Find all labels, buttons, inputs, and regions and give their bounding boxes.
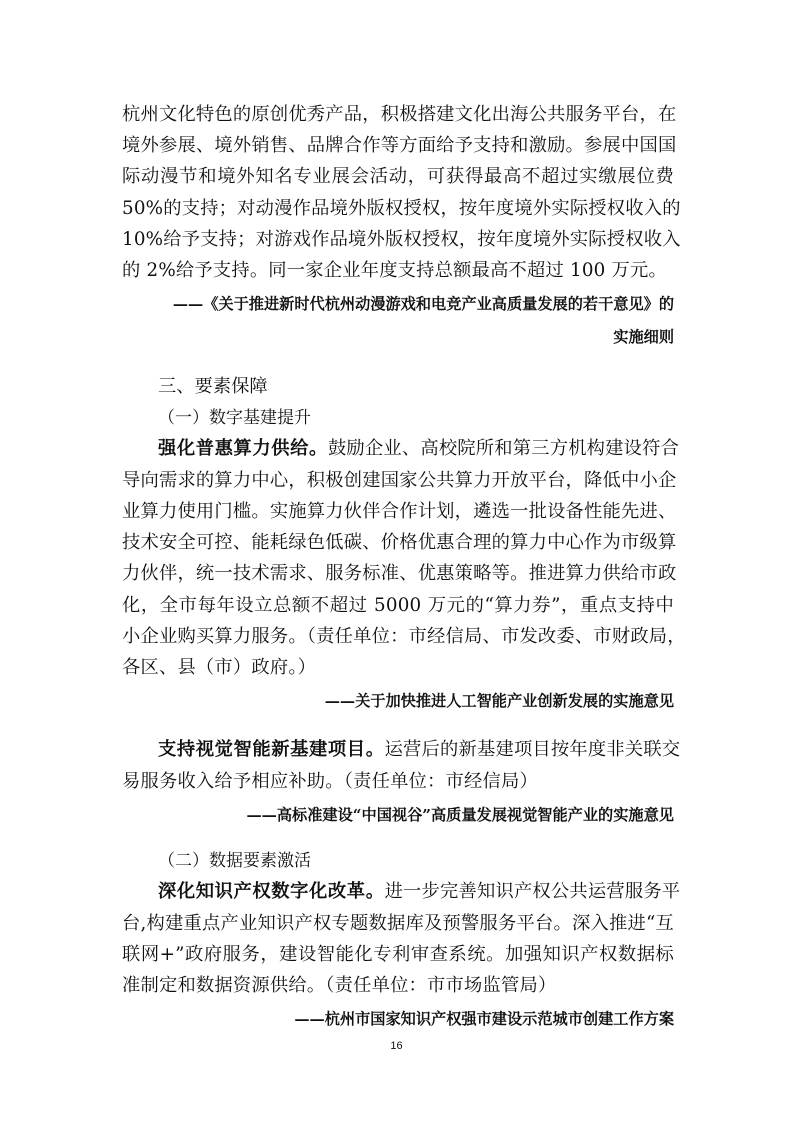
- item-text: 进一步完善知识产权公共运营服务平: [384, 881, 681, 902]
- source-citation: ——关于加快推进人工智能产业创新发展的实施意见: [324, 692, 674, 710]
- paragraph-line: 的 2%给予支持。同一家企业年度支持总额最高不超过 100 万元。: [122, 260, 667, 281]
- subsection-heading: （一）数字基建提升: [158, 408, 311, 428]
- paragraph-line: 力伙伴，统一技术需求、服务标准、优惠策略等。推进算力供给市政: [122, 563, 677, 584]
- paragraph-line: 境外参展、境外销售、品牌合作等方面给予支持和激励。参展中国国: [122, 135, 677, 156]
- source-citation: ——《关于推进新时代杭州动漫游戏和电竞产业高质量发展的若干意见》的: [172, 295, 674, 313]
- item-lead: 强化普惠算力供给。: [158, 438, 328, 459]
- paragraph-line: 杭州文化特色的原创优秀产品，积极搭建文化出海公共服务平台，在: [122, 104, 677, 125]
- paragraph-first-line: [158, 877, 681, 907]
- paragraph-line: 50%的支持；对动漫作品境外版权授权，按年度境外实际授权收入的: [122, 198, 681, 219]
- item-text: 鼓励企业、高校院所和第三方机构建设符合: [327, 438, 680, 459]
- paragraph-line: 各区、县（市）政府。）: [122, 657, 317, 678]
- paragraph-line: 小企业购买算力服务。（责任单位：市经信局、市发改委、市财政局，: [122, 626, 686, 647]
- source-citation: ——杭州市国家知识产权强市建设示范城市创建工作方案: [294, 1010, 674, 1028]
- subsection-heading: （二）数据要素激活: [158, 851, 311, 871]
- paragraph-line: 10%给予支持；对游戏作品境外版权授权，按年度境外实际授权收入: [122, 229, 681, 250]
- source-citation: ——高标准建设“中国视谷”高质量发展视觉智能产业的实施意见: [246, 806, 674, 824]
- paragraph-line: 业算力使用门槛。实施算力伙伴合作计划，遴选一批设备性能先进、: [122, 501, 677, 522]
- paragraph-line: 化，全市每年设立总额不超过 5000 万元的“算力券”，重点支持中: [122, 595, 674, 616]
- item-lead: 深化知识产权数字化改革。: [158, 881, 385, 902]
- paragraph-line: 易服务收入给予相应补助。（责任单位：市经信局）: [122, 771, 538, 792]
- paragraph-line: 技术安全可控、能耗绿色低碳、价格优惠合理的算力中心作为市级算: [122, 532, 677, 553]
- section-heading: 三、要素保障: [158, 376, 268, 397]
- paragraph-first-line: [158, 434, 680, 464]
- page-number: 16: [390, 1040, 403, 1052]
- paragraph-line: 准制定和数据资源供给。（责任单位：市市场监管局）: [122, 975, 557, 996]
- paragraph-line: 际动漫节和境外知名专业展会活动，可获得最高不超过实缴展位费: [122, 166, 674, 187]
- item-lead: 支持视觉智能新基建项目。: [158, 739, 385, 760]
- paragraph-first-line: [158, 735, 681, 765]
- item-text: 运营后的新基建项目按年度非关联交: [384, 739, 681, 760]
- paragraph-line: 台,构建重点产业知识产权专题数据库及预警服务平台。深入推进“互: [122, 913, 674, 934]
- source-citation-continued: 实施细则: [613, 328, 674, 346]
- paragraph-line: 联网+”政府服务，建设智能化专利审查系统。加强知识产权数据标: [122, 944, 674, 965]
- paragraph-line: 导向需求的算力中心，积极创建国家公共算力开放平台，降低中小企: [122, 470, 677, 491]
